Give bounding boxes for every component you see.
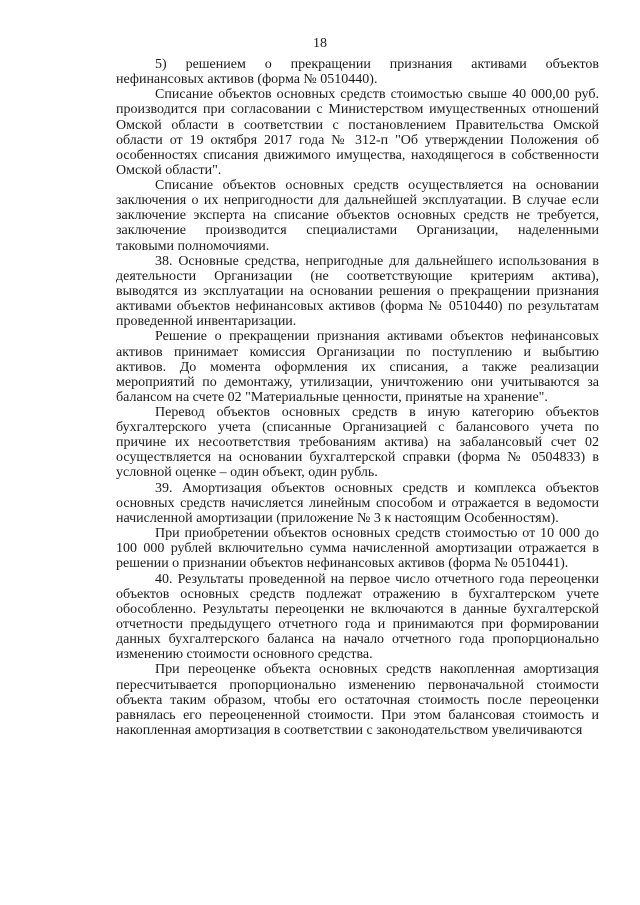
text-line: производится при согласовании с Министерством имущественных отношений bbox=[116, 102, 599, 118]
paragraph bbox=[116, 481, 599, 526]
text-line: активами объектов нефинансовых активов (форма № 0510440) по результатам bbox=[116, 299, 599, 315]
text-line: 38. Основные средства, непригодные для дальнейшего использования в bbox=[155, 253, 599, 269]
text-line: Омской области". bbox=[116, 162, 222, 178]
text-line: изменению стоимости основного средства. bbox=[116, 647, 373, 663]
text-line: особенностях списания движимого имущества, находящегося в собственности bbox=[116, 147, 599, 163]
text-line: заключения о их непригодности для дальнейшей эксплуатации. В случае если bbox=[116, 193, 599, 209]
text-line: При переоценке объекта основных средств накопленная амортизация bbox=[155, 662, 599, 678]
text-line: деятельности Организации (не соответствующие критериям актива), bbox=[116, 268, 599, 284]
text-line: выводятся из эксплуатации на основании решения о прекращении признания bbox=[116, 283, 599, 299]
text-line: 39. Амортизация объектов основных средств и комплекса объектов bbox=[155, 480, 599, 496]
text-line: равнялась его переоцененной стоимости. При этом балансовая стоимость и bbox=[116, 707, 599, 723]
page-number: 18 bbox=[313, 36, 327, 51]
text-line: нефинансовых активов (форма № 0510440). bbox=[116, 72, 378, 88]
text-line: балансом на счете 02 "Материальные ценности, принятые на хранение". bbox=[116, 389, 548, 405]
text-line: причине их несоответствия требованиям актива) на забалансовый счет 02 bbox=[116, 435, 599, 451]
text-line: начисленной амортизации (приложение № 3 к настоящим Особенностям). bbox=[116, 510, 559, 526]
text-line: решении о признании объектов нефинансовых активов (форма № 0510441). bbox=[116, 556, 569, 572]
text-line: объектов основных средств подлежат отражению в бухгалтерском учете bbox=[116, 586, 599, 602]
paragraph bbox=[116, 57, 599, 87]
text-line: Перевод объектов основных средств в иную категорию объектов bbox=[155, 405, 599, 421]
text-line: пересчитывается пропорционально изменению первоначальной стоимости bbox=[116, 677, 599, 693]
text-line: объекта таким образом, чтобы его остаточная стоимость после переоценки bbox=[116, 692, 599, 708]
text-line: активов. До момента оформления их списания, а также реализации bbox=[116, 359, 599, 375]
text-line: 100 000 рублей включительно сумма начисленной амортизации отражается в bbox=[116, 541, 599, 557]
paragraph bbox=[116, 526, 599, 571]
text-line: отчетности предыдущего отчетного года и принимаются при формировании bbox=[116, 616, 599, 632]
text-line: таковыми полномочиями. bbox=[116, 238, 270, 254]
text-line: осуществляется на основании бухгалтерской справки (форма № 0504833) в bbox=[116, 450, 599, 466]
document-body bbox=[116, 57, 599, 738]
text-line: проведенной инвентаризации. bbox=[116, 314, 297, 330]
text-line: заключение производится специалистами Организации, наделенными bbox=[116, 223, 599, 239]
paragraph bbox=[116, 254, 599, 329]
text-line: условной оценке – один объект, один рубль. bbox=[116, 465, 378, 481]
text-line: обособленно. Результаты переоценки не включаются в данные бухгалтерской bbox=[116, 601, 599, 617]
text-line: заключение эксперта на списание объектов основных средств не требуется, bbox=[116, 208, 599, 224]
text-line: Списание объектов основных средств осуществляется на основании bbox=[155, 178, 599, 194]
paragraph bbox=[116, 662, 599, 737]
text-line: При приобретении объектов основных средств стоимостью от 10 000 до bbox=[155, 526, 599, 542]
text-line: Решение о прекращении признания активами объектов нефинансовых bbox=[155, 329, 599, 345]
text-line: данных бухгалтерского баланса на начало отчетного года пропорционально bbox=[116, 632, 599, 648]
paragraph bbox=[116, 572, 599, 663]
text-line: 5) решением о прекращении признания активами объектов bbox=[155, 57, 599, 72]
text-line: 40. Результаты проведенной на первое число отчетного года переоценки bbox=[155, 571, 599, 587]
text-line: Омской области в соответствии с постановлением Правительства Омской bbox=[116, 117, 599, 133]
paragraph bbox=[116, 87, 599, 178]
paragraph bbox=[116, 405, 599, 480]
text-line: накопленная амортизация в соответствии с законодательством увеличиваются bbox=[116, 722, 583, 738]
text-line: основных средств начисляется линейным способом и отражается в ведомости bbox=[116, 495, 599, 511]
paragraph bbox=[116, 178, 599, 253]
text-line: бухгалтерского учета (списанные Организацией с балансового учета по bbox=[116, 420, 599, 436]
text-line: активов принимает комиссия Организации по поступлению и выбытию bbox=[116, 344, 599, 360]
text-line: области от 19 октября 2017 года № 312-п "Об утверждении Положения об bbox=[116, 132, 599, 148]
text-line: мероприятий по демонтажу, утилизации, уничтожению они учитываются за bbox=[116, 374, 599, 390]
text-line: Списание объектов основных средств стоимостью свыше 40 000,00 руб. bbox=[155, 87, 599, 103]
paragraph bbox=[116, 329, 599, 404]
